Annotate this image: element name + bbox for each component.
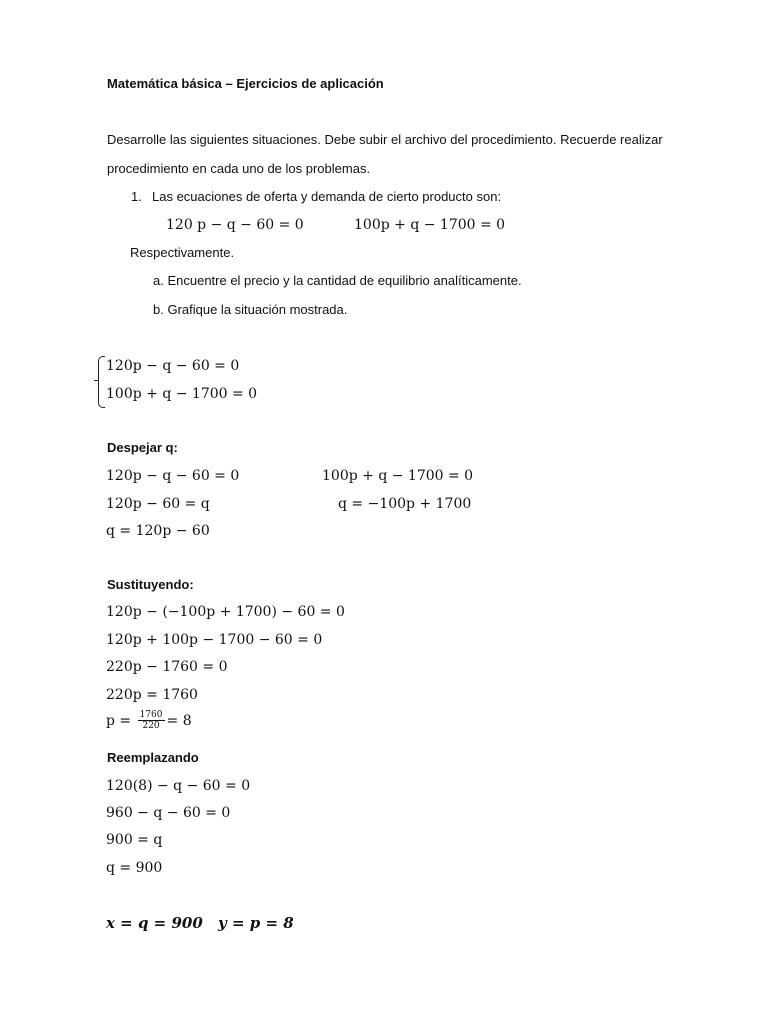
reemplazando-line-2: 960 − q − 60 = 0 [106,805,231,821]
system-equation-1: 120p − q − 60 = 0 [106,358,240,374]
price-fraction-line [106,710,192,732]
part-a: a. Encuentre el precio y la cantidad de equilibrio analíticamente. [153,273,522,288]
demand-equation: 100p + q − 1700 = 0 [354,217,506,233]
result-y: y = p = 8 [218,914,294,932]
result-x: x = q = 900 [106,914,203,932]
document-title: Matemática básica – Ejercicios de aplicación [107,76,384,91]
price-prefix: p = [106,712,132,729]
system-brace [98,356,105,408]
system-equation-2: 100p + q − 1700 = 0 [106,386,258,402]
price-result: = 8 [166,712,192,729]
reemplazando-line-1: 120(8) − q − 60 = 0 [106,778,251,794]
part-b: b. Grafique la situación mostrada. [153,302,348,317]
intro-line-1: Desarrolle las siguientes situaciones. Debe subir el archivo del procedimiento. Recuerde realizar [107,132,663,147]
sustituyendo-heading: Sustituyendo: [107,577,194,592]
sustituyendo-line-3: 220p − 1760 = 0 [106,659,228,675]
despejar-heading: Despejar q: [107,440,178,455]
intro-line-2: procedimiento en cada uno de los problemas. [107,161,371,176]
respectively-text: Respectivamente. [130,245,235,260]
reemplazando-heading: Reemplazando [107,750,199,765]
sustituyendo-line-4: 220p = 1760 [106,687,198,703]
problem-statement: Las ecuaciones de oferta y demanda de cierto producto son: [152,189,502,204]
despejar-left-1: 120p − q − 60 = 0 [106,468,240,484]
despejar-right-1: 100p + q − 1700 = 0 [322,468,474,484]
despejar-left-3: q = 120p − 60 [106,523,210,539]
fraction-denominator: 220 [142,721,160,732]
system-brace-tip [94,380,99,381]
sustituyendo-line-2: 120p + 100p − 1700 − 60 = 0 [106,632,323,648]
reemplazando-line-3: 900 = q [106,832,163,848]
supply-equation: 120 p − q − 60 = 0 [166,217,304,233]
sustituyendo-line-1: 120p − (−100p + 1700) − 60 = 0 [106,604,345,620]
reemplazando-line-4: q = 900 [106,860,163,876]
despejar-right-2: q = −100p + 1700 [338,496,472,512]
problem-number: 1. [131,189,142,204]
despejar-left-2: 120p − 60 = q [106,496,210,512]
price-fraction [138,710,165,732]
fraction-numerator: 1760 [139,710,163,720]
